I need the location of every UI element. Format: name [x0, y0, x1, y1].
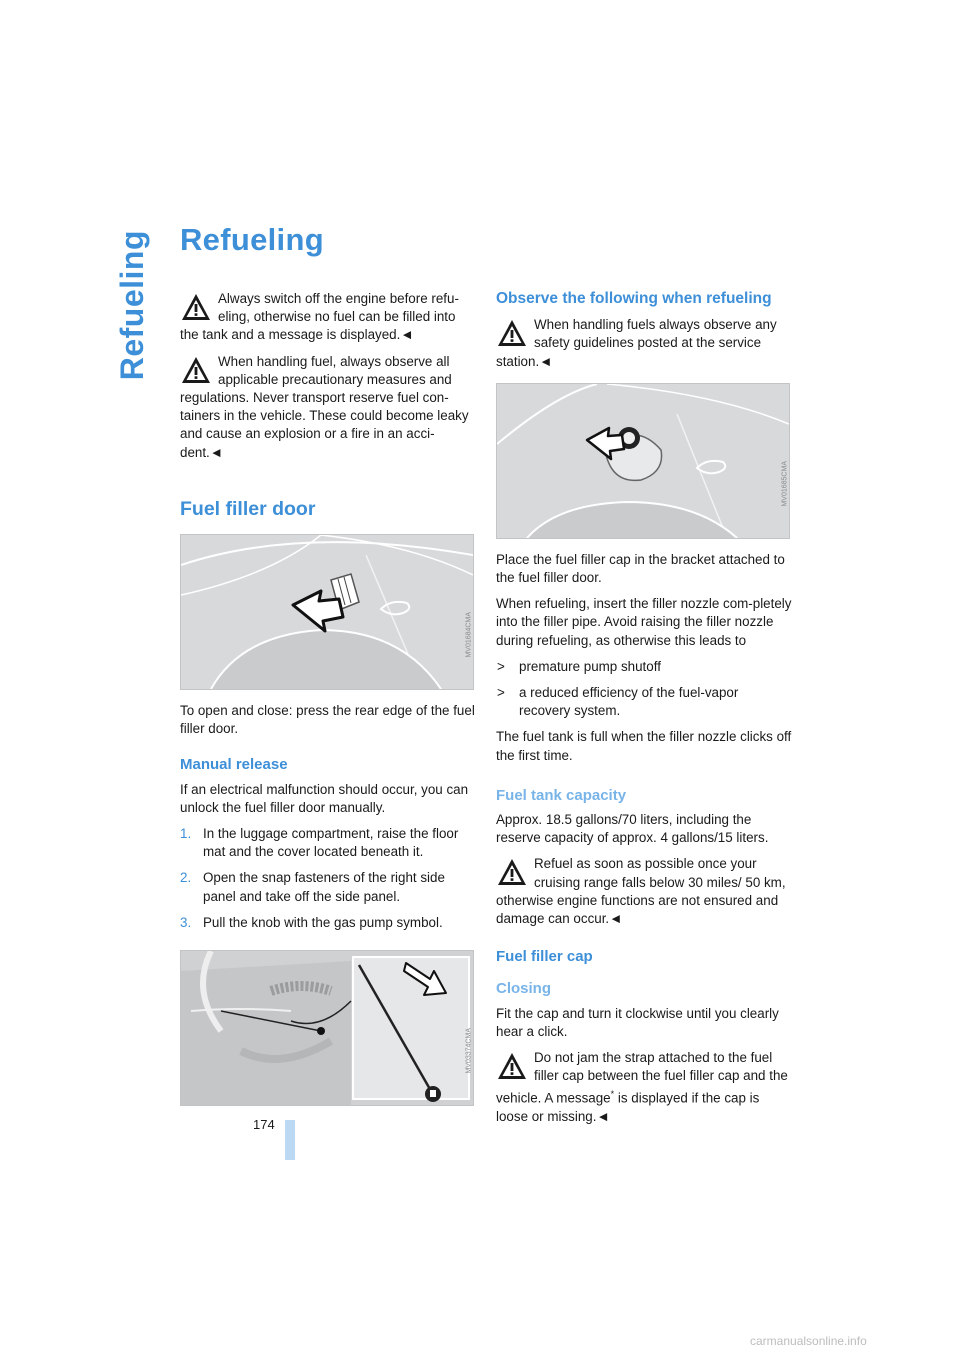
warning-text: When handling fuel, always observe all applicable precautionary measures and regulations. Never transport reserve fuel con-tainers in the vehicle. These could become leaky and cause an explosion or a fire in an acci-dent.◄	[180, 353, 469, 460]
warning-triangle-icon	[496, 1051, 528, 1081]
side-chapter-title: Refueling	[114, 230, 150, 381]
closing-text: Fit the cap and turn it clockwise until you clearly hear a click.	[496, 1005, 779, 1039]
warning-text: When handling fuels always observe any safety guidelines posted at the service station.◄	[496, 317, 777, 369]
figure-fuel-filler-door	[180, 534, 474, 690]
warning-text-end: is displayed if the cap is loose or missing.◄	[496, 1090, 760, 1125]
figure-code: MV01685CMA	[781, 460, 789, 507]
warning-triangle-icon	[496, 857, 528, 887]
warning-triangle-icon	[180, 292, 212, 322]
page-number: 174	[253, 1117, 275, 1132]
filler-cap-illustration	[497, 384, 789, 538]
figure-filler-cap-bracket	[496, 383, 790, 539]
optional-equipment-star: *	[610, 1089, 615, 1100]
list-item	[180, 869, 476, 905]
step-text: Pull the knob with the gas pump symbol.	[203, 914, 443, 930]
warning-text: Always switch off the engine before refu-eling, otherwise no fuel can be filled into the tank and a message is displayed.◄	[180, 291, 459, 343]
figure-code: MV01684CMA	[465, 612, 473, 658]
heading-fuel-filler-door: Fuel filler door	[180, 497, 316, 520]
nozzle-consequences-list	[496, 658, 792, 721]
cap-bracket-text: Place the fuel filler cap in the bracket attached to the fuel filler door.	[496, 551, 785, 586]
bullet-text: a reduced efficiency of the fuel-vapor recovery system.	[519, 685, 739, 719]
heading-fuel-filler-cap: Fuel filler cap	[496, 948, 593, 966]
warning-cruising-range	[496, 855, 792, 928]
figure-code: MV03374CMA	[465, 1028, 473, 1074]
warning-text: Do not jam the strap attached to the fuel filler cap between the fuel filler cap and the vehicle. A message	[496, 1050, 788, 1106]
list-item	[180, 914, 476, 932]
warning-safety-guidelines	[496, 316, 792, 371]
bullet-text: premature pump shutoff	[519, 658, 661, 674]
heading-closing: Closing	[496, 980, 551, 998]
warning-engine-off	[180, 290, 476, 345]
right-column	[496, 290, 792, 1134]
bullet-mark: >	[497, 685, 505, 701]
tank-capacity-text: Approx. 18.5 gallons/70 liters, including the reserve capacity of approx. 4 gallons/15 liters.	[496, 812, 769, 846]
heading-observe-refueling: Observe the following when refueling	[496, 290, 772, 307]
step-number: 1.	[180, 826, 192, 842]
step-number: 2.	[180, 870, 192, 886]
warning-triangle-icon	[496, 318, 528, 348]
luggage-compartment-illustration	[181, 951, 473, 1105]
heading-manual-release: Manual release	[180, 756, 288, 774]
tank-full-text: The fuel tank is full when the filler nozzle clicks off the first time.	[496, 729, 792, 763]
left-column	[180, 290, 476, 1106]
warning-fuel-handling	[180, 353, 476, 462]
watermark: carmanualsonline.info	[750, 1334, 867, 1348]
filler-door-instruction: To open and close: press the rear edge of the fuel filler door.	[180, 703, 475, 737]
page-title: Refueling	[180, 222, 324, 257]
car-rear-side-illustration	[181, 535, 473, 689]
warning-triangle-icon	[180, 355, 212, 385]
bullet-mark: >	[497, 658, 505, 674]
nozzle-insert-text: When refueling, insert the filler nozzle com-pletely into the filler pipe. Avoid raising the filler nozzle during refueling, as otherwise this leads to	[496, 596, 792, 648]
manual-release-intro: If an electrical malfunction should occur, you can unlock the fuel filler door manually.	[180, 781, 469, 815]
list-item	[496, 658, 792, 676]
step-number: 3.	[180, 914, 192, 930]
step-text: Open the snap fasteners of the right side panel and take off the side panel.	[203, 870, 445, 904]
list-item	[180, 825, 476, 861]
page-marker-bar	[285, 1120, 295, 1160]
figure-manual-release	[180, 950, 474, 1106]
step-text: In the luggage compartment, raise the floor mat and the cover located beneath it.	[203, 826, 459, 860]
warning-strap	[496, 1049, 792, 1126]
manual-release-steps	[180, 825, 476, 932]
list-item	[496, 684, 792, 720]
warning-text: Refuel as soon as possible once your cruising range falls below 30 miles/ 50 km, otherwise engine functions are not ensured and damage can occur.◄	[496, 856, 786, 927]
heading-fuel-tank-capacity: Fuel tank capacity	[496, 786, 627, 804]
